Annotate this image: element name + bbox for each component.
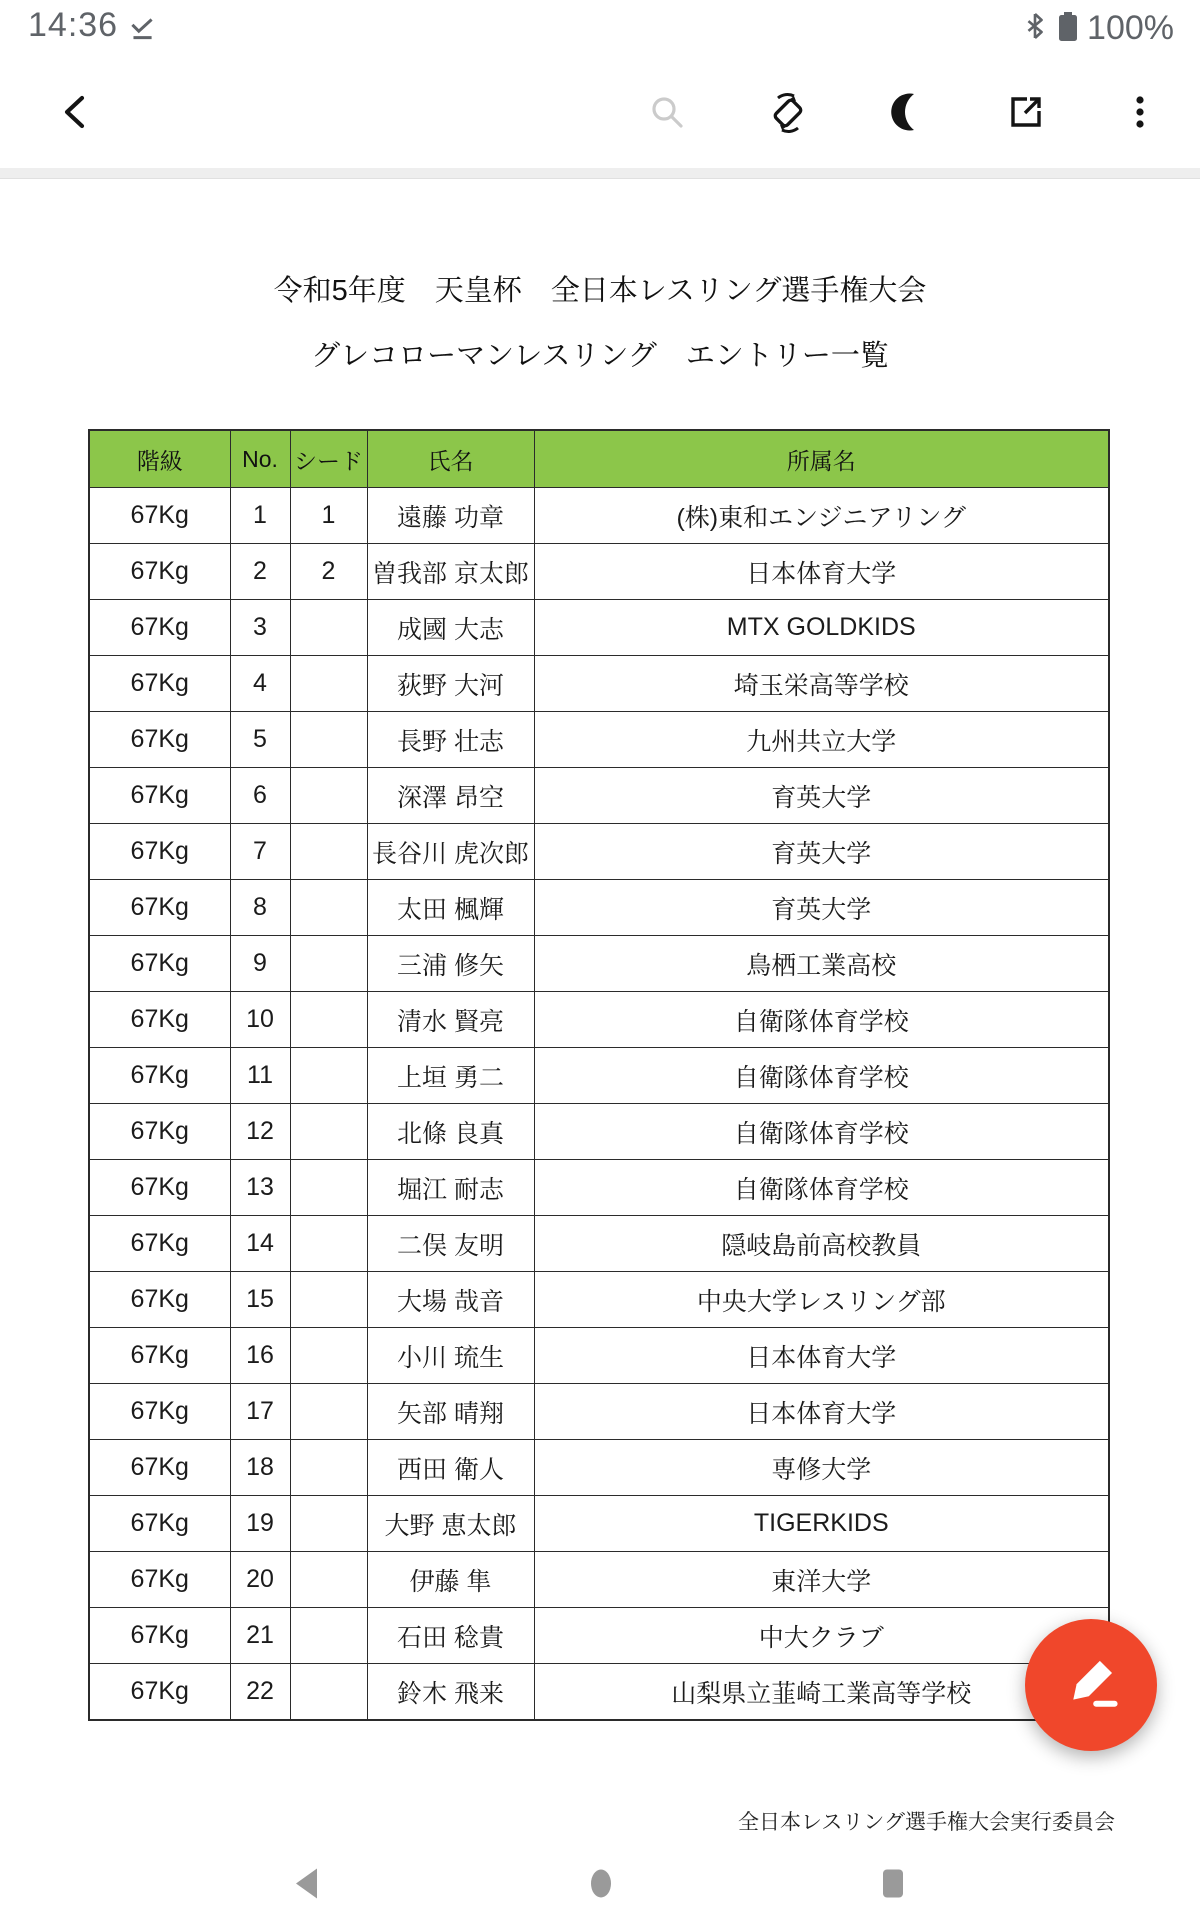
header-class: 階級 — [89, 430, 230, 488]
cell-affiliation: 自衛隊体育学校 — [534, 1048, 1109, 1104]
cell-name: 堀江 耐志 — [367, 1160, 534, 1216]
cell-seed — [290, 1496, 367, 1552]
cell-seed — [290, 600, 367, 656]
cell-name: 西田 衛人 — [367, 1440, 534, 1496]
cell-class: 67Kg — [89, 1216, 230, 1272]
table-row — [89, 712, 1109, 768]
cell-seed — [290, 1216, 367, 1272]
cell-no: 13 — [230, 1160, 290, 1216]
cell-class: 67Kg — [89, 600, 230, 656]
table-row — [89, 1440, 1109, 1496]
cell-seed — [290, 1048, 367, 1104]
cell-affiliation: 自衛隊体育学校 — [534, 992, 1109, 1048]
entry-table — [88, 429, 1110, 1721]
cell-no: 6 — [230, 768, 290, 824]
cell-seed — [290, 992, 367, 1048]
cell-affiliation: MTX GOLDKIDS — [534, 600, 1109, 656]
cell-no: 15 — [230, 1272, 290, 1328]
cell-name: 太田 楓輝 — [367, 880, 534, 936]
table-row — [89, 1048, 1109, 1104]
cell-class: 67Kg — [89, 1048, 230, 1104]
cell-affiliation: 中大クラブ — [534, 1608, 1109, 1664]
table-row — [89, 1328, 1109, 1384]
cell-seed — [290, 712, 367, 768]
cell-seed — [290, 1272, 367, 1328]
cell-name: 伊藤 隼 — [367, 1552, 534, 1608]
table-row — [89, 1104, 1109, 1160]
table-row — [89, 1216, 1109, 1272]
cell-no: 5 — [230, 712, 290, 768]
nav-back-icon[interactable] — [293, 1867, 319, 1906]
table-row — [89, 656, 1109, 712]
cell-affiliation: 専修大学 — [534, 1440, 1109, 1496]
header-no: No. — [230, 430, 290, 488]
cell-class: 67Kg — [89, 1328, 230, 1384]
header-affiliation: 所属名 — [534, 430, 1109, 488]
table-row — [89, 1384, 1109, 1440]
cell-seed: 2 — [290, 544, 367, 600]
cell-name: 大場 哉音 — [367, 1272, 534, 1328]
cell-name: 荻野 大河 — [367, 656, 534, 712]
nav-home-icon[interactable] — [588, 1867, 614, 1906]
table-row — [89, 768, 1109, 824]
cell-affiliation: TIGERKIDS — [534, 1496, 1109, 1552]
battery-percent: 100% — [1087, 8, 1174, 47]
cell-no: 1 — [230, 488, 290, 544]
cell-no: 21 — [230, 1608, 290, 1664]
cell-no: 18 — [230, 1440, 290, 1496]
table-header-row — [89, 430, 1109, 488]
cell-seed — [290, 768, 367, 824]
cell-name: 遠藤 功章 — [367, 488, 534, 544]
cell-no: 20 — [230, 1552, 290, 1608]
cell-class: 67Kg — [89, 880, 230, 936]
cell-class: 67Kg — [89, 1104, 230, 1160]
cell-seed — [290, 1608, 367, 1664]
cell-affiliation: 育英大学 — [534, 768, 1109, 824]
cell-class: 67Kg — [89, 1496, 230, 1552]
cell-no: 8 — [230, 880, 290, 936]
cell-affiliation: 山梨県立韮崎工業高等学校 — [534, 1664, 1109, 1721]
cell-affiliation: (株)東和エンジニアリング — [534, 488, 1109, 544]
search-icon[interactable] — [643, 88, 691, 136]
cell-no: 2 — [230, 544, 290, 600]
header-name: 氏名 — [367, 430, 534, 488]
cell-name: 三浦 修矢 — [367, 936, 534, 992]
cell-seed — [290, 1384, 367, 1440]
edit-fab-button[interactable] — [1025, 1619, 1157, 1751]
cell-class: 67Kg — [89, 768, 230, 824]
cell-no: 3 — [230, 600, 290, 656]
cell-affiliation: 鳥栖工業高校 — [534, 936, 1109, 992]
cell-class: 67Kg — [89, 1160, 230, 1216]
cell-name: 二俣 友明 — [367, 1216, 534, 1272]
table-row — [89, 936, 1109, 992]
cell-no: 12 — [230, 1104, 290, 1160]
table-row — [89, 544, 1109, 600]
cell-seed — [290, 1440, 367, 1496]
cell-no: 22 — [230, 1664, 290, 1721]
cell-affiliation: 日本体育大学 — [534, 1328, 1109, 1384]
cell-affiliation: 日本体育大学 — [534, 544, 1109, 600]
cell-class: 67Kg — [89, 1272, 230, 1328]
table-row — [89, 1272, 1109, 1328]
document-subtitle: グレコローマンレスリング エントリー一覧 — [311, 340, 889, 372]
cell-seed: 1 — [290, 488, 367, 544]
table-row — [89, 600, 1109, 656]
table-row — [89, 1552, 1109, 1608]
cell-class: 67Kg — [89, 544, 230, 600]
cell-no: 9 — [230, 936, 290, 992]
cell-seed — [290, 1328, 367, 1384]
cell-name: 矢部 晴翔 — [367, 1384, 534, 1440]
cell-name: 曽我部 京太郎 — [367, 544, 534, 600]
cell-name: 鈴木 飛来 — [367, 1664, 534, 1721]
cell-seed — [290, 656, 367, 712]
cell-affiliation: 育英大学 — [534, 880, 1109, 936]
cell-affiliation: 中央大学レスリング部 — [534, 1272, 1109, 1328]
cell-name: 上垣 勇二 — [367, 1048, 534, 1104]
table-row — [89, 824, 1109, 880]
table-row — [89, 488, 1109, 544]
cell-name: 大野 恵太郎 — [367, 1496, 534, 1552]
cell-no: 19 — [230, 1496, 290, 1552]
rotate-screen-icon[interactable] — [764, 88, 812, 136]
nav-recents-icon[interactable] — [880, 1867, 906, 1906]
cell-no: 17 — [230, 1384, 290, 1440]
cell-name: 長谷川 虎次郎 — [367, 824, 534, 880]
cell-name: 成國 大志 — [367, 600, 534, 656]
cell-no: 11 — [230, 1048, 290, 1104]
cell-class: 67Kg — [89, 1552, 230, 1608]
page-separator — [0, 168, 1200, 179]
cell-affiliation: 自衛隊体育学校 — [534, 1160, 1109, 1216]
cell-seed — [290, 1552, 367, 1608]
document-footer: 全日本レスリング選手権大会実行委員会 — [738, 1811, 1115, 1834]
cell-no: 7 — [230, 824, 290, 880]
table-row — [89, 992, 1109, 1048]
cell-affiliation: 東洋大学 — [534, 1552, 1109, 1608]
navigation-bar — [0, 1852, 1200, 1920]
status-bar — [0, 0, 1200, 56]
cell-affiliation: 日本体育大学 — [534, 1384, 1109, 1440]
cell-affiliation: 自衛隊体育学校 — [534, 1104, 1109, 1160]
table-row — [89, 1664, 1109, 1721]
cell-class: 67Kg — [89, 1440, 230, 1496]
cell-name: 清水 賢亮 — [367, 992, 534, 1048]
cell-class: 67Kg — [89, 1664, 230, 1721]
table-row — [89, 1496, 1109, 1552]
cell-seed — [290, 1160, 367, 1216]
table-row — [89, 1160, 1109, 1216]
cell-seed — [290, 936, 367, 992]
cell-name: 深澤 昂空 — [367, 768, 534, 824]
header-seed: シード — [290, 430, 367, 488]
cell-name: 小川 琉生 — [367, 1328, 534, 1384]
cell-affiliation: 育英大学 — [534, 824, 1109, 880]
clock: 14:36 — [28, 6, 119, 44]
cell-seed — [290, 1664, 367, 1721]
cell-affiliation: 九州共立大学 — [534, 712, 1109, 768]
cell-class: 67Kg — [89, 1384, 230, 1440]
cell-class: 67Kg — [89, 488, 230, 544]
overflow-menu-icon[interactable] — [1116, 88, 1164, 136]
cell-no: 14 — [230, 1216, 290, 1272]
bluetooth-icon — [1023, 10, 1047, 47]
battery-icon — [1055, 8, 1079, 49]
back-icon[interactable] — [52, 88, 100, 136]
night-mode-icon[interactable] — [883, 88, 931, 136]
cell-no: 10 — [230, 992, 290, 1048]
status-right-group — [1023, 0, 1174, 56]
cell-no: 16 — [230, 1328, 290, 1384]
cell-class: 67Kg — [89, 712, 230, 768]
table-row — [89, 880, 1109, 936]
cell-class: 67Kg — [89, 824, 230, 880]
cell-class: 67Kg — [89, 1608, 230, 1664]
cell-no: 4 — [230, 656, 290, 712]
cell-name: 北條 良真 — [367, 1104, 534, 1160]
cell-affiliation: 隠岐島前高校教員 — [534, 1216, 1109, 1272]
cell-seed — [290, 824, 367, 880]
cell-name: 長野 壮志 — [367, 712, 534, 768]
cell-seed — [290, 880, 367, 936]
edit-pencil-icon — [1060, 1652, 1122, 1719]
cell-name: 石田 稔貴 — [367, 1608, 534, 1664]
document-title: 令和5年度 天皇杯 全日本レスリング選手権大会 — [273, 275, 927, 307]
open-in-icon[interactable] — [1002, 88, 1050, 136]
cell-seed — [290, 1104, 367, 1160]
entry-table-container — [88, 429, 1108, 1721]
table-row — [89, 1608, 1109, 1664]
cell-class: 67Kg — [89, 992, 230, 1048]
cell-class: 67Kg — [89, 936, 230, 992]
download-done-icon — [126, 12, 158, 49]
cell-affiliation: 埼玉栄高等学校 — [534, 656, 1109, 712]
cell-class: 67Kg — [89, 656, 230, 712]
toolbar — [0, 56, 1200, 168]
